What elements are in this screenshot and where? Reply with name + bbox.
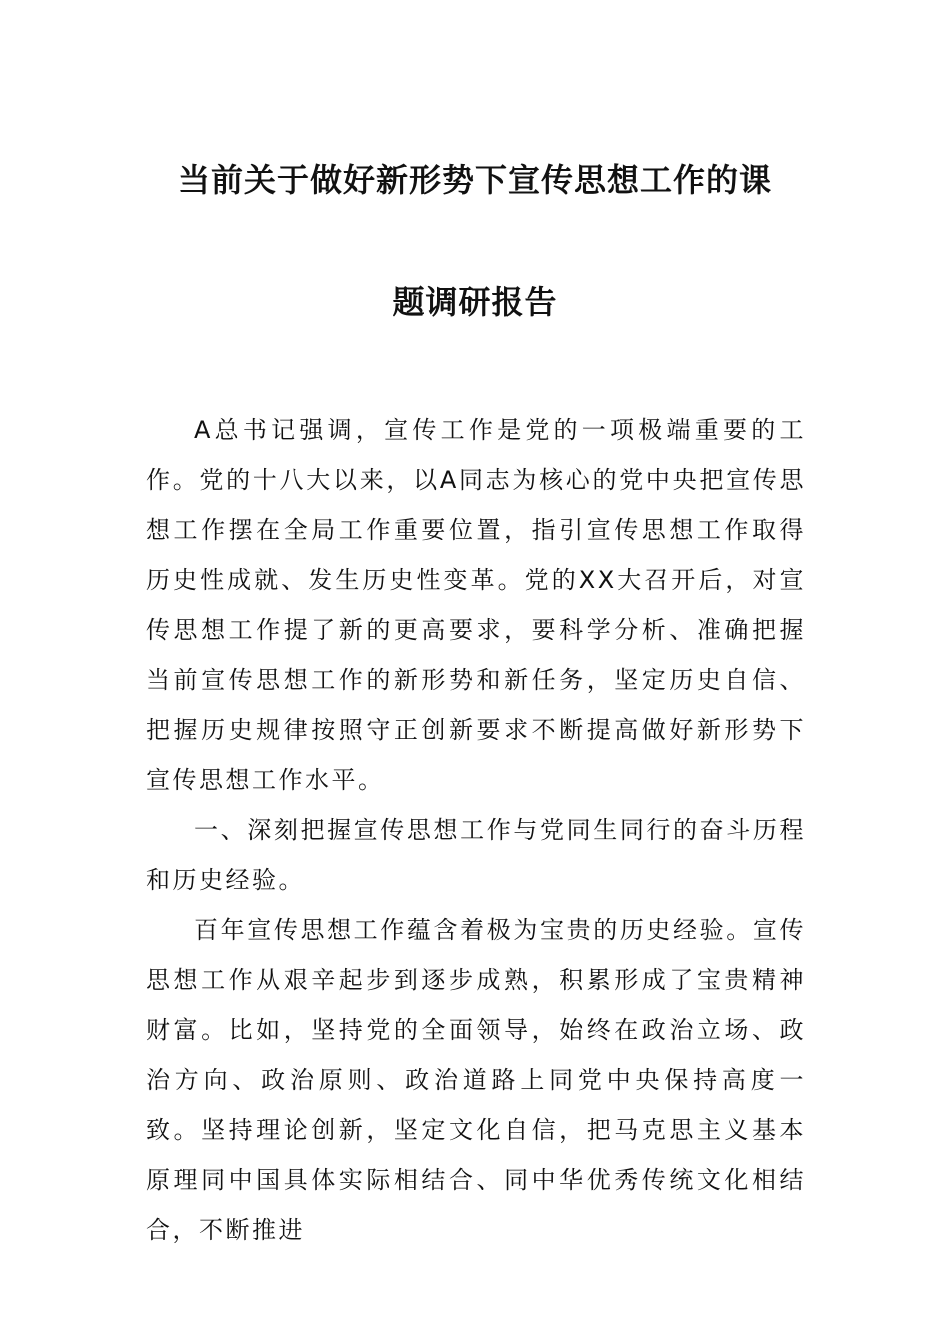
document-body	[146, 405, 806, 1255]
document-title-line-1: 当前关于做好新形势下宣传思想工作的课	[177, 161, 772, 199]
document-title-line-2: 题调研报告	[392, 283, 558, 321]
paragraph-history: 百年宣传思想工作蕴含着极为宝贵的历史经验。宣传思想工作从艰辛起步到逐步成熟，积累形成了宝贵精神财富。比如，坚持党的全面领导，始终在政治立场、政治方向、政治原则、政治道路上同党中央保持高度一致。坚持理论创新，坚定文化自信，把马克思主义基本原理同中国具体实际相结合、同中华优秀传统文化相结合，不断推进	[146, 916, 806, 1244]
section-heading-1: 一、深刻把握宣传思想工作与党同生同行的奋斗历程和历史经验。	[146, 816, 806, 894]
paragraph-intro: A总书记强调，宣传工作是党的一项极端重要的工作。党的十八大以来，以A同志为核心的党中央把宣传思想工作摆在全局工作重要位置，指引宣传思想工作取得历史性成就、发生历史性变革。党的XX大召开后，对宣传思想工作提了新的更高要求，要科学分析、准确把握当前宣传思想工作的新形势和新任务，坚定历史自信、把握历史规律按照守正创新要求不断提高做好新形势下宣传思想工作水平。	[146, 416, 806, 794]
